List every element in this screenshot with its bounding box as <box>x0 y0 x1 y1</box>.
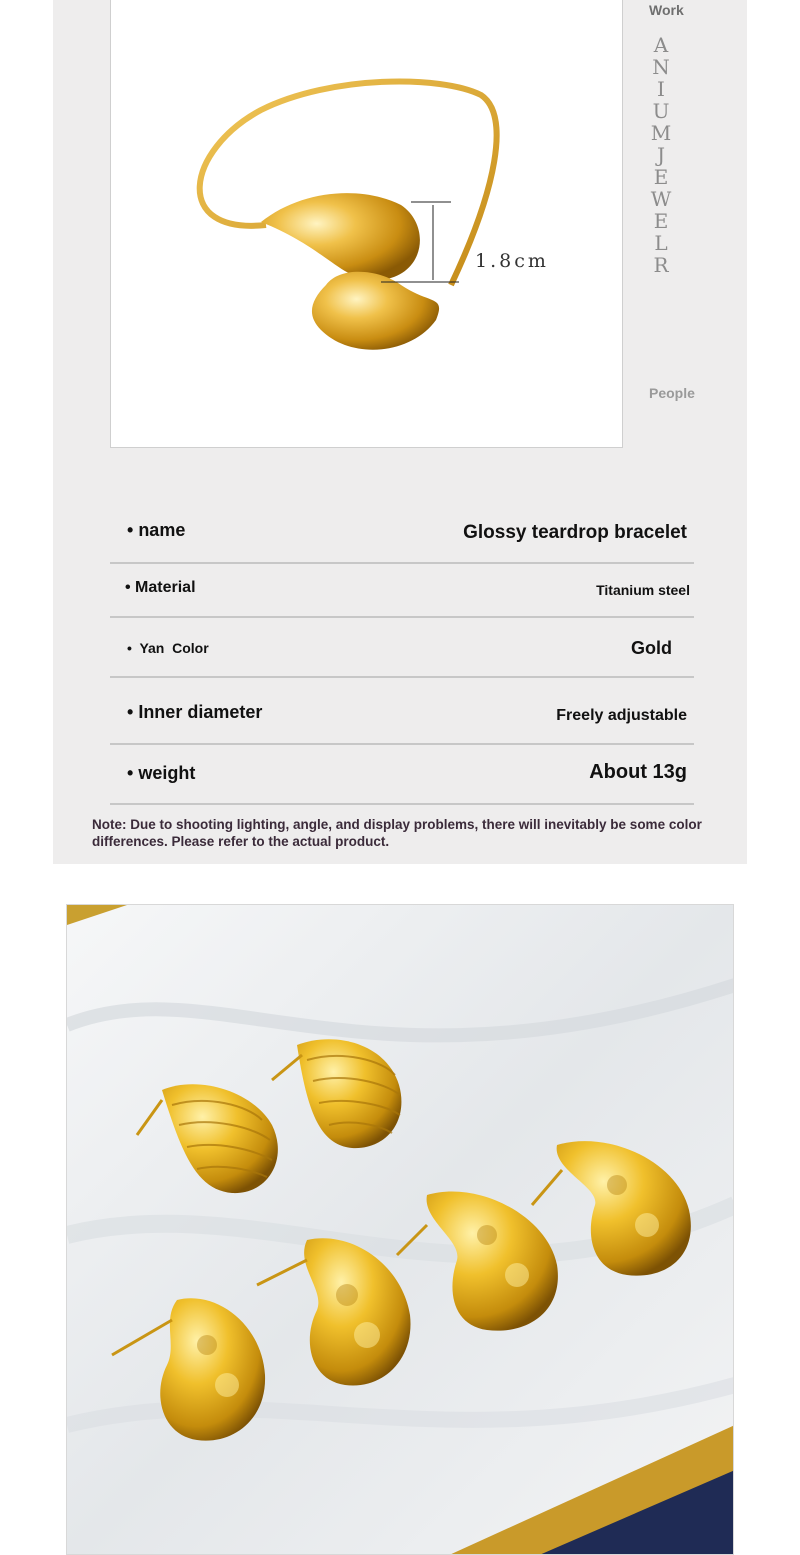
upper-teardrop <box>261 193 420 280</box>
side-text-top: Work <box>649 2 684 18</box>
divider <box>110 562 694 564</box>
spec-label: • Inner diameter <box>127 702 263 722</box>
bracelet-illustration <box>111 0 623 448</box>
spec-label: • Yan Color <box>127 640 209 656</box>
spec-value: Titanium steel <box>596 582 690 598</box>
spec-value: Freely adjustable <box>556 707 687 724</box>
divider <box>110 743 694 745</box>
lower-teardrop <box>312 272 439 350</box>
spec-row-name <box>110 515 694 562</box>
color-difference-note: Note: Due to shooting lighting, angle, and display problems, there will inevitably be some color differences. Please refer to the actual product. <box>92 817 702 849</box>
divider <box>110 676 694 678</box>
spec-row-color <box>110 636 694 676</box>
bracelet-photo <box>110 0 623 448</box>
spec-row-material <box>110 575 694 617</box>
spec-row-inner-diameter <box>110 700 694 743</box>
earrings-photo <box>66 904 734 1555</box>
spec-value: About 13g <box>589 761 687 783</box>
spec-value: Glossy teardrop bracelet <box>463 522 687 543</box>
side-text-bottom: People <box>649 385 695 401</box>
measurement-label: 1.8cm <box>475 250 549 272</box>
earrings-illustration <box>67 905 734 1555</box>
spec-label: • name <box>127 520 186 540</box>
spec-row-weight <box>110 760 694 803</box>
divider <box>110 616 694 618</box>
side-text-vertical: ANIUM JEWELR <box>650 33 672 277</box>
spec-value: Gold <box>631 638 672 658</box>
spec-label: • weight <box>127 763 196 783</box>
divider <box>110 803 694 805</box>
spec-label: • Material <box>125 579 196 596</box>
